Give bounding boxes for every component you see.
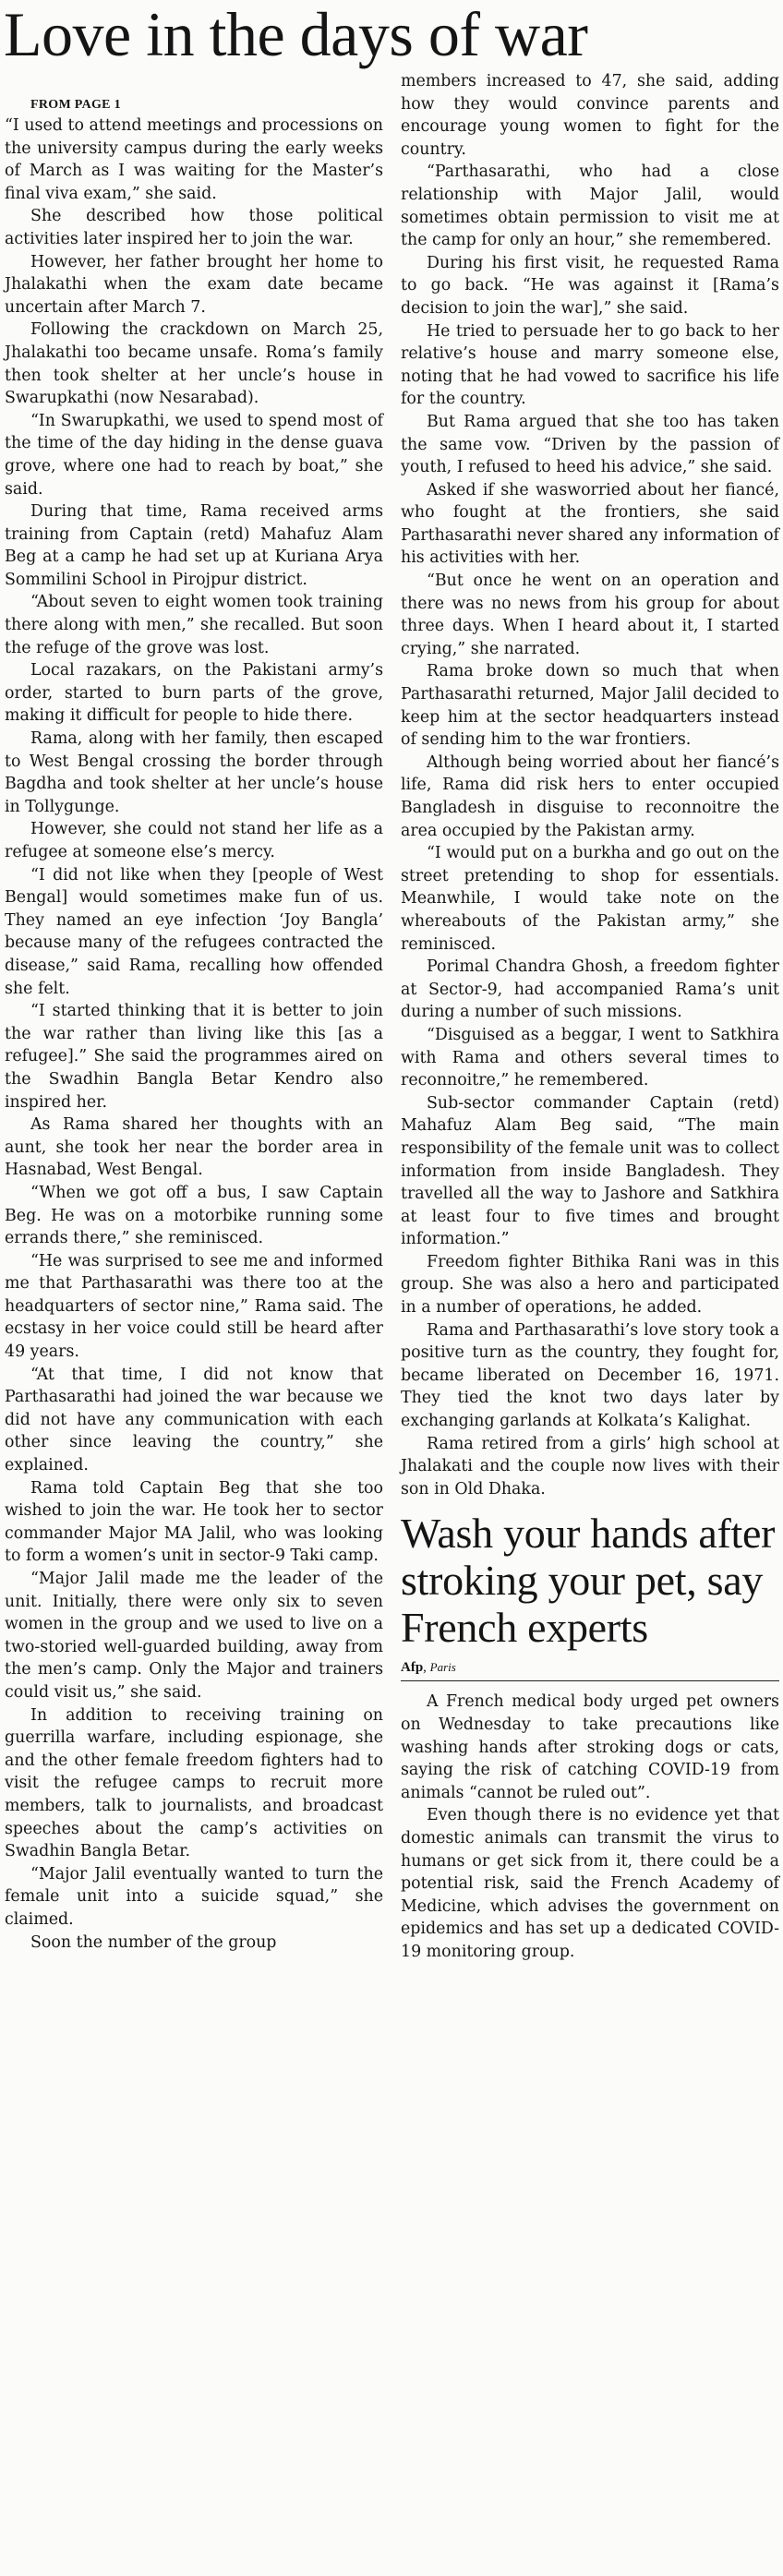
article-paragraph: “Major Jalil eventually wanted to turn the female unit into a suicide squad,” she claimed. — [5, 1864, 383, 1929]
article-paragraph: Soon the number of the group — [30, 1932, 277, 1952]
article-paragraph: In addition to receiving training on guerrilla warfare, including espionage, she and the other female freedom fighters had to visit the refugee camps to recruit more members, talk to journalists, and broadcast speeches about the camp’s activities on Swadhin Bangla Betar. — [5, 1705, 383, 1861]
article-paragraph: Rama retired from a girls’ high school at Jhalakati and the couple now lives with their son in Old Dhaka. — [401, 1434, 779, 1499]
second-article-headline: Wash your hands after stroking your pet, say French experts — [401, 1510, 776, 1652]
article-paragraph: He tried to persuade her to go back to her relative’s house and marry someone else, noting that he had vowed to sacrifice his life for the country. — [401, 321, 779, 409]
article-paragraph: Even though there is no evidence yet that domestic animals can transmit the virus to humans or get sick from it, there could be a potential risk, said the French Academy of Medicine, which advises the government on epidemics and has set up a dedicated COVID-19 monitoring group. — [401, 1806, 779, 1961]
article-paragraph: “When we got off a bus, I saw Captain Beg. He was on a motorbike running some errands there,” she reminisced. — [5, 1183, 383, 1248]
article-paragraph: She described how those political activities later inspired her to join the war. — [5, 207, 383, 248]
article-paragraph: However, her father brought her home to Jhalakathi when the exam date became uncertain after March 7. — [5, 252, 383, 317]
article-headline: Love in the days of war — [4, 0, 588, 69]
article-paragraph: “He was surprised to see me and informed me that Parthasarathi was there too at the headquarters of sector nine,” Rama said. The ecstasy in her voice could still be heard after 49 years. — [5, 1251, 383, 1362]
article-paragraph: Although being worried about her fiancé’s life, Rama did risk hers to enter occupied Bangladesh in disguise to reconnoitre the area occupied by the Pakistan army. — [401, 752, 779, 840]
article-paragraph: “I would put on a burkha and go out on the street pretending to shop for essentials. Meanwhile, I would take note on the whereabouts of the Pakistan army,” she reminisced. — [401, 844, 779, 954]
article-paragraph: “In Swarupkathi, we used to spend most of the time of the day hiding in the dense guava grove, where one had to reach by boat,” she said. — [5, 411, 383, 499]
article-paragraph: During that time, Rama received arms training from Captain (retd) Mahafuz Alam Beg at a camp he had set up at Kuriana Arya Sommilini School in Pirojpur district. — [5, 502, 383, 589]
article-paragraph: “I started thinking that it is better to join the war rather than living like this [as a refugee].” She said the programmes aired on the Swadhin Bangla Betar Kendro also inspired her. — [5, 1002, 383, 1112]
article-paragraph: “Disguised as a beggar, I went to Satkhira with Rama and others several times to reconnoitre,” he remembered. — [401, 1025, 779, 1090]
article-paragraph: Following the crackdown on March 25, Jhalakathi too became unsafe. Roma’s family then took shelter at her uncle’s house in Swarupkathi (now Nesarabad). — [5, 320, 383, 408]
article-paragraph: “Major Jalil made me the leader of the unit. Initially, there were only six to seven women in the group and we used to live on a two-storied well-guarded building, away from the men’s camp. Only the Major and trainers could visit us,” she said. — [5, 1570, 383, 1702]
article-paragraph: “About seven to eight women took training there along with men,” she recalled. But soon the refuge of the grove was lost. — [5, 593, 383, 657]
article-paragraph: “But once he went on an operation and there was no news from his group for about three days. When I heard about it, I started crying,” she narrated. — [401, 572, 779, 658]
byline-agency: Afp — [401, 1660, 424, 1676]
article-paragraph: “Parthasarathi, who had a close relationship with Major Jalil, would sometimes obtain permission to visit me at the camp for only an hour,” she remembered. — [401, 163, 779, 250]
article-paragraph-continued: members increased to 47, she said, adding how they would convince parents and encourage young women to fight for the country. — [401, 72, 779, 159]
article-paragraph: Rama broke down so much that when Parthasarathi returned, Major Jalil decided to keep him at the sector headquarters instead of sending him to the war frontiers. — [401, 662, 779, 750]
article-paragraph: “At that time, I did not know that Parthasarathi had joined the war because we did not have any communication with each other since leaving the country,” she explained. — [5, 1365, 383, 1475]
article-paragraph: Sub-sector commander Captain (retd) Mahafuz Alam Beg said, “The main responsibility of the female unit was to collect information from inside Bangladesh. They travelled all the way to Jashore and Satkhira at least four to five times and brought information.” — [401, 1093, 779, 1249]
article-paragraph: As Rama shared her thoughts with an aunt, she took her near the border area in Hasnabad, West Bengal. — [5, 1115, 383, 1180]
article-paragraph: Rama and Parthasarathi’s love story took a positive turn as the country, they fought for, became liberated on December 16, 1971. They tied the knot two days later by exchanging garlands at Kolkata’s Kalighat. — [401, 1320, 779, 1431]
byline-place: Paris — [429, 1660, 456, 1675]
dateline: FROM PAGE 1 — [30, 98, 121, 112]
article-paragraph: Rama, along with her family, then escaped to West Bengal crossing the border through Bagdha and took shelter at her uncle’s house in Tollygunge. — [5, 729, 383, 816]
article-paragraph: Asked if she wasworried about her fiancé, who fought at the frontiers, she said Parthasarathi never shared any information of his activities with her. — [401, 480, 779, 568]
article-paragraph: However, she could not stand her life as a refugee at someone else’s mercy. — [5, 820, 383, 861]
byline-divider — [401, 1680, 779, 1681]
article-paragraph: Rama told Captain Beg that she too wished to join the war. He took her to sector commander Major MA Jalil, who was looking to form a women’s unit in sector-9 Taki camp. — [5, 1478, 383, 1566]
byline: Afp, Paris — [401, 1660, 456, 1676]
article-paragraph: But Rama argued that she too has taken the same vow. “Driven by the passion of youth, I refused to heed his advice,” she said. — [401, 412, 779, 477]
article-paragraph: Porimal Chandra Ghosh, a freedom fighter at Sector-9, had accompanied Rama’s unit during a number of such missions. — [401, 957, 779, 1022]
article-paragraph: Local razakars, on the Pakistani army’s order, started to burn parts of the grove, making it difficult for people to hide there. — [5, 661, 383, 726]
article-paragraph: During his first visit, he requested Rama to go back. “He was against it [Rama’s decision to join the war],” she said. — [401, 253, 779, 318]
article-right-column — [401, 70, 779, 1964]
article-paragraph: “I used to attend meetings and processions on the university campus during the early weeks of March as I was waiting for the Master’s final viva exam,” she said. — [5, 116, 383, 203]
article-paragraph: “I did not like when they [people of West Bengal] would sometimes make fun of us. They named an eye infection ‘Joy Bangla’ because many of the refugees contracted the disease,” said Rama, recalling how offended she felt. — [5, 865, 383, 998]
article-paragraph: Freedom fighter Bithika Rani was in this group. She was also a hero and participated in a number of operations, he added. — [401, 1252, 779, 1318]
article-paragraph: A French medical body urged pet owners on Wednesday to take precautions like washing hands after stroking dogs or cats, saying the risk of catching COVID-19 from animals “cannot be ruled out”. — [401, 1692, 779, 1802]
article-left-column — [5, 96, 383, 1954]
